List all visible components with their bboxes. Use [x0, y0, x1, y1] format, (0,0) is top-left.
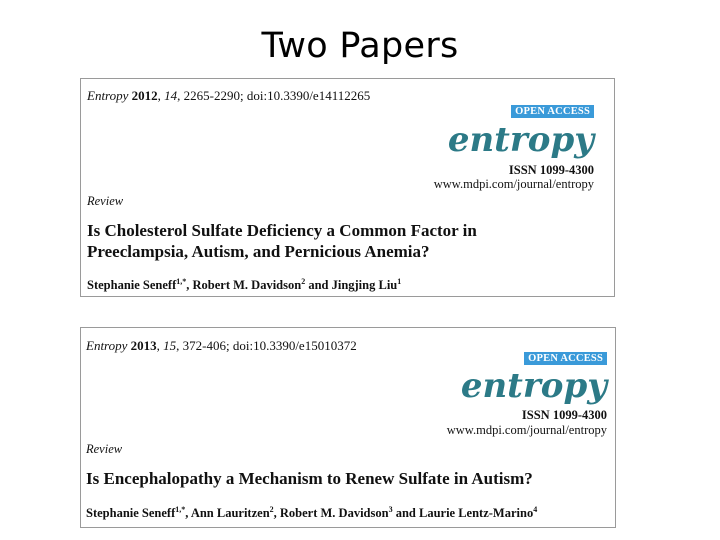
issn: ISSN 1099-4300	[508, 163, 594, 177]
paper-title-line-2: Preeclampsia, Autism, and Pernicious Anemia?	[87, 242, 430, 261]
citation-year: 2012	[131, 88, 158, 103]
citation-line: Entropy 2013, 15, 372-406; doi:10.3390/e15010372	[86, 338, 357, 353]
citation-pages-doi: , 2265-2290; doi:10.3390/e14112265	[177, 88, 371, 103]
author-affiliation: 2	[301, 277, 306, 286]
author-name: Stephanie Seneff	[86, 506, 176, 521]
author-affiliation: 1	[397, 277, 402, 286]
paper-card-2012	[80, 78, 615, 297]
journal-logo: entropy	[460, 366, 607, 406]
author-name: Laurie Lentz-Marino	[418, 506, 534, 521]
journal-logo: entropy	[447, 120, 594, 160]
author-name: Jingjing Liu	[331, 278, 398, 293]
author-affiliation: 1,*	[176, 277, 187, 286]
open-access-badge: OPEN ACCESS	[524, 352, 607, 365]
paper-title-line-1: Is Cholesterol Sulfate Deficiency a Common Factor in	[87, 221, 477, 240]
author-affiliation: 2	[269, 505, 274, 514]
slide-title: Two Papers	[261, 26, 459, 66]
paper-card-2013	[80, 327, 616, 528]
citation-year: 2013	[130, 338, 157, 353]
citation-journal: Entropy	[87, 88, 129, 103]
author-name: Ann Lauritzen	[190, 506, 270, 521]
citation-volume: 14	[164, 88, 178, 103]
author-name: Robert M. Davidson	[192, 278, 302, 293]
citation-volume: 15	[163, 338, 177, 353]
author-list: Stephanie Seneff$^{1,*}$, Ann Lauritzen$^2$, Robert M. Davidson$^3$ and Laurie Lentz-Marino$^4$	[86, 505, 538, 521]
journal-url: www.mdpi.com/journal/entropy	[433, 177, 594, 191]
author-name: Stephanie Seneff	[87, 278, 177, 293]
issn: ISSN 1099-4300	[521, 408, 607, 422]
open-access-badge: OPEN ACCESS	[511, 105, 594, 118]
article-type: Review	[86, 442, 123, 456]
author-affiliation: 3	[388, 505, 393, 514]
citation-journal: Entropy	[86, 338, 128, 353]
author-list: Stephanie Seneff$^{1,*}$, Robert M. Davidson$^2$ and Jingjing Liu$^1$	[87, 277, 402, 293]
author-affiliation: 1,*	[175, 505, 186, 514]
journal-url: www.mdpi.com/journal/entropy	[446, 423, 607, 437]
author-name: Robert M. Davidson	[279, 506, 389, 521]
article-type: Review	[87, 194, 124, 208]
citation-line: Entropy 2012, 14, 2265-2290; doi:10.3390/e14112265	[87, 88, 371, 103]
citation-pages-doi: , 372-406; doi:10.3390/e15010372	[176, 338, 357, 353]
author-affiliation: 4	[533, 505, 538, 514]
paper-title-line-1: Is Encephalopathy a Mechanism to Renew Sulfate in Autism?	[86, 469, 533, 488]
